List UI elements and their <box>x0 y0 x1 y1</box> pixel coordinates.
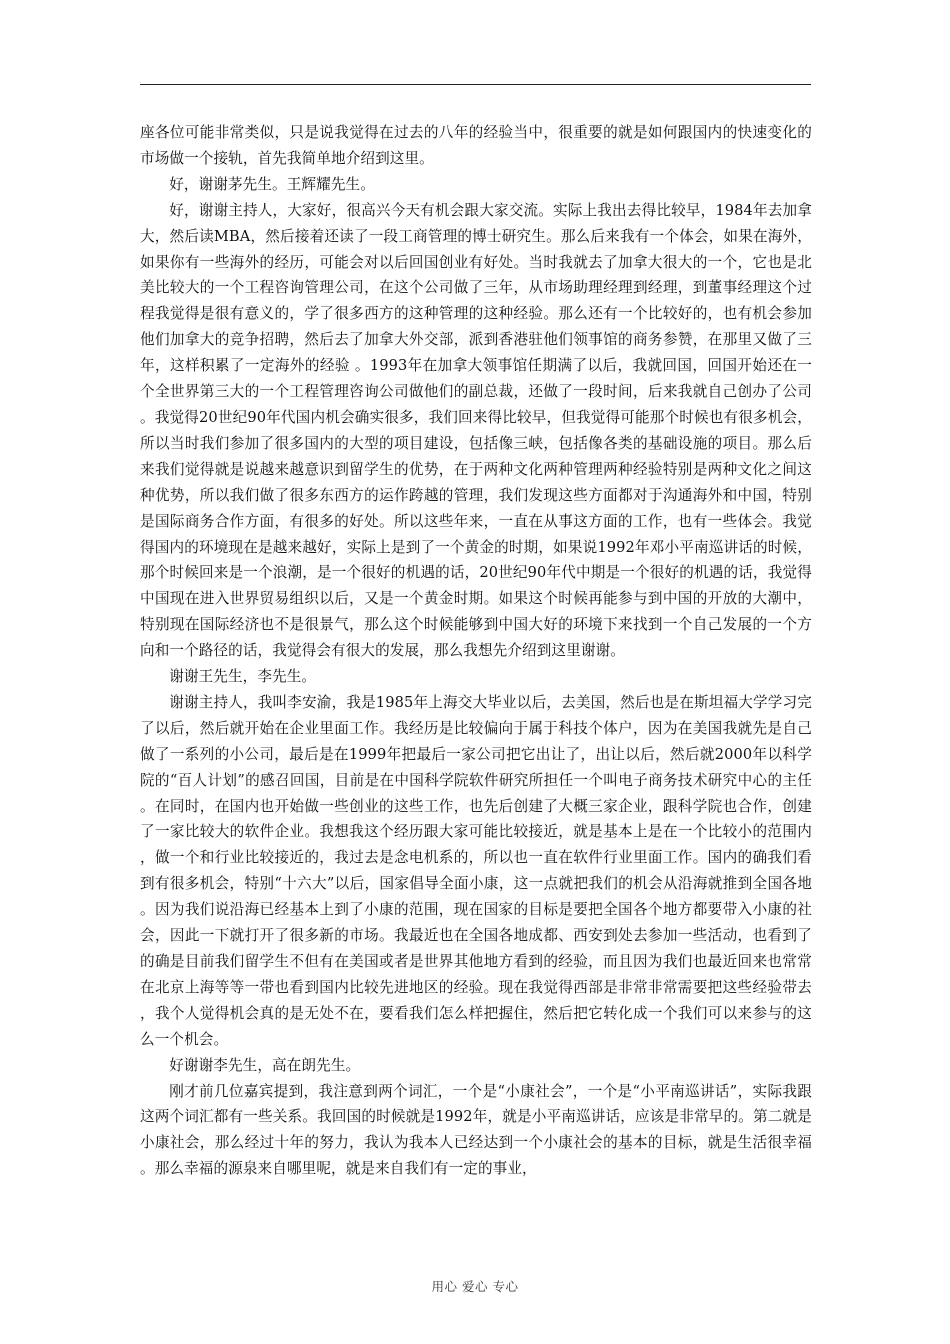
page-footer: 用心 爱心 专心 <box>431 1279 519 1294</box>
paragraph: 好，谢谢主持人，大家好，很高兴今天有机会跟大家交流。实际上我出去得比较早，1984年去加拿大，然后读MBA，然后接着还读了一段工商管理的博士研究生。那么后来我有一个体会，如果在海外，如果你有一些海外的经历，可能会对以后回国创业有好处。当时我就去了加拿大很大的一个，它也是北美比较大的一个工程咨询管理公司，在这个公司做了三年，从市场助理经理到经理，到董事经理这个过程我觉得是很有意义的，学了很多西方的这种管理的这种经验。那么还有一个比较好的，也有机会参加他们加拿大的竞争招聘，然后去了加拿大外交部，派到香港驻他们领事馆的商务参赞，在那里又做了三年，这样积累了一定海外的经验 。1993年在加拿大领事馆任期满了以后，我就回国，回国开始还在一个全世界第三大的一个工程管理咨询公司做他们的副总裁，还做了一段时间，后来我就自己创办了公司。我觉得20世纪90年代国内机会确实很多，我们回来得比较早，但我觉得可能那个时候也有很多机会，所以当时我们参加了很多国内的大型的项目建设，包括像三峡，包括像各类的基础设施的项目。那么后来我们觉得就是说越来越意识到留学生的优势，在于两种文化两种管理两种经验特别是两种文化之间这种优势，所以我们做了很多东西方的运作跨越的管理，我们发现这些方面都对于沟通海外和中国，特别是国际商务合作方面，有很多的好处。所以这些年来，一直在从事这方面的工作，也有一些体会。我觉得国内的环境现在是越来越好，实际上是到了一个黄金的时期，如果说1992年邓小平南巡讲话的时候，那个时候回来是一个浪潮，是一个很好的机遇的话，20世纪90年代中期是一个很好的机遇的话，我觉得中国现在进入世界贸易组织以后，又是一个黄金时期。如果这个时候再能参与到中国的开放的大潮中，特别现在国际经济也不是很景气，那么这个时候能够到中国大好的环境下来找到一个自己发展的一个方向和一个路径的话，我觉得会有很大的发展，那么我想先介绍到这里谢谢。 <box>140 201 812 660</box>
paragraph: 谢谢王先生，李先生。 <box>169 668 317 686</box>
paragraph: 好，谢谢茅先生。王辉耀先生。 <box>169 175 375 193</box>
paragraph: 刚才前几位嘉宾提到，我注意到两个词汇，一个是“小康社会”，一个是“小平南巡讲话”，实际我跟这两个词汇都有一些关系。我回国的时候就是1992年，就是小平南巡讲话，应该是非常早的。第二就是小康社会，那么经过十年的努力，我认为我本人已经达到一个小康社会的基本的目标，就是生活很幸福。那么幸福的源泉来自哪里呢，就是来自我们有一定的事业， <box>140 1082 812 1178</box>
paragraph: 好谢谢李先生，高在朗先生。 <box>169 1056 361 1074</box>
header-rule <box>140 84 811 85</box>
document-body <box>140 120 812 1182</box>
paragraph: 座各位可能非常类似，只是说我觉得在过去的八年的经验当中，很重要的就是如何跟国内的快速变化的市场做一个接轨，首先我简单地介绍到这里。 <box>140 124 812 167</box>
paragraph: 谢谢主持人，我叫李安渝，我是1985年上海交大毕业以后，去美国，然后也是在斯坦福大学学习完了以后，然后就开始在企业里面工作。我经历是比较偏向于属于科技个体户，因为在美国我就先是自己做了一系列的小公司，最后是在1999年把最后一家公司把它出让了，出让以后，然后就2000年以科学院的“百人计划”的感召回国，目前是在中国科学院软件研究所担任一个叫电子商务技术研究中心的主任。在同时，在国内也开始做一些创业的这些工作，也先后创建了大概三家企业，跟科学院也合作，创建了一家比较大的软件企业。我想我这个经历跟大家可能比较接近，就是基本上是在一个比较小的范围内，做一个和行业比较接近的，我过去是念电机系的，所以也一直在软件行业里面工作。国内的确我们看到有很多机会，特别“十六大”以后，国家倡导全面小康，这一点就把我们的机会从沿海就推到全国各地。因为我们说沿海已经基本上到了小康的范围，现在国家的目标是要把全国各个地方都要带入小康的社会，因此一下就打开了很多新的市场。我最近也在全国各地成都、西安到处去参加一些活动，也看到了的确是目前我们留学生不但有在美国或者是世界其他地方看到的经验，而且因为我们也最近回来也常常在北京上海等等一带也看到国内比较先进地区的经验。现在我觉得西部是非常非常需要把这些经验带去，我个人觉得机会真的是无处不在，要看我们怎么样把握住，然后把它转化成一个我们可以来参与的这么一个机会。 <box>140 693 812 1048</box>
